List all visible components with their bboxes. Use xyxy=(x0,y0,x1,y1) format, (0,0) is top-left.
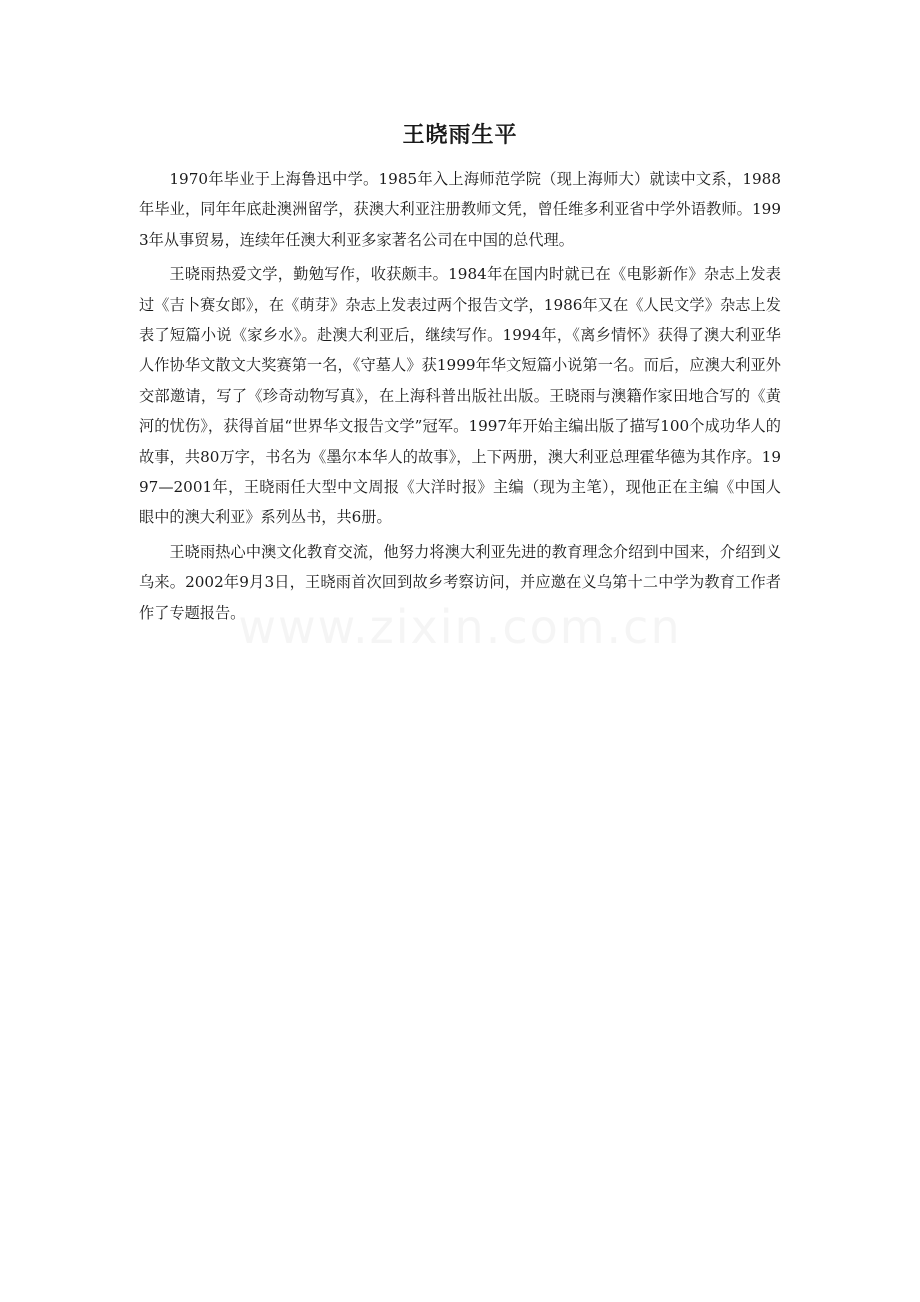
paragraph-literary-works: 王晓雨热爱文学，勤勉写作，收获颇丰。1984年在国内时就已在《电影新作》杂志上发表过《吉卜赛女郎》，在《萌芽》杂志上发表过两个报告文学，1986年又在《人民文学》杂志上发表了短篇小说《家乡水》。赴澳大利亚后，继续写作。1994年，《离乡情怀》获得了澳大利亚华人作协华文散文大奖赛第一名，《守墓人》获1999年华文短篇小说第一名。而后，应澳大利亚外交部邀请，写了《珍奇动物写真》，在上海科普出版社出版。王晓雨与澳籍作家田地合写的《黄河的忧伤》，获得首届“世界华文报告文学”冠军。1997年开始主编出版了描写100个成功华人的故事，共80万字，书名为《墨尔本华人的故事》，上下两册，澳大利亚总理霍华德为其作序。1997—2001年，王晓雨任大型中文周报《大洋时报》主编（现为主笔），现他正在主编《中国人眼中的澳大利亚》系列丛书，共6册。 xyxy=(139,265,781,527)
paragraph-cultural-exchange: 王晓雨热心中澳文化教育交流，他努力将澳大利亚先进的教育理念介绍到中国来，介绍到义乌来。2002年9月3日，王晓雨首次回到故乡考察访问，并应邀在义乌第十二中学为教育工作者作了专题报告。 xyxy=(139,542,781,622)
document-body xyxy=(139,164,781,632)
page-title: 王晓雨生平 xyxy=(402,123,518,148)
watermark-text: www.zixin.com.cn xyxy=(238,600,682,654)
paragraph-education-career: 1970年毕业于上海鲁迅中学。1985年入上海师范学院（现上海师大）就读中文系，1988年毕业，同年年底赴澳洲留学，获澳大利亚注册教师文凭，曾任维多利亚省中学外语教师。1993年从事贸易，连续年任澳大利亚多家著名公司在中国的总代理。 xyxy=(139,170,781,249)
